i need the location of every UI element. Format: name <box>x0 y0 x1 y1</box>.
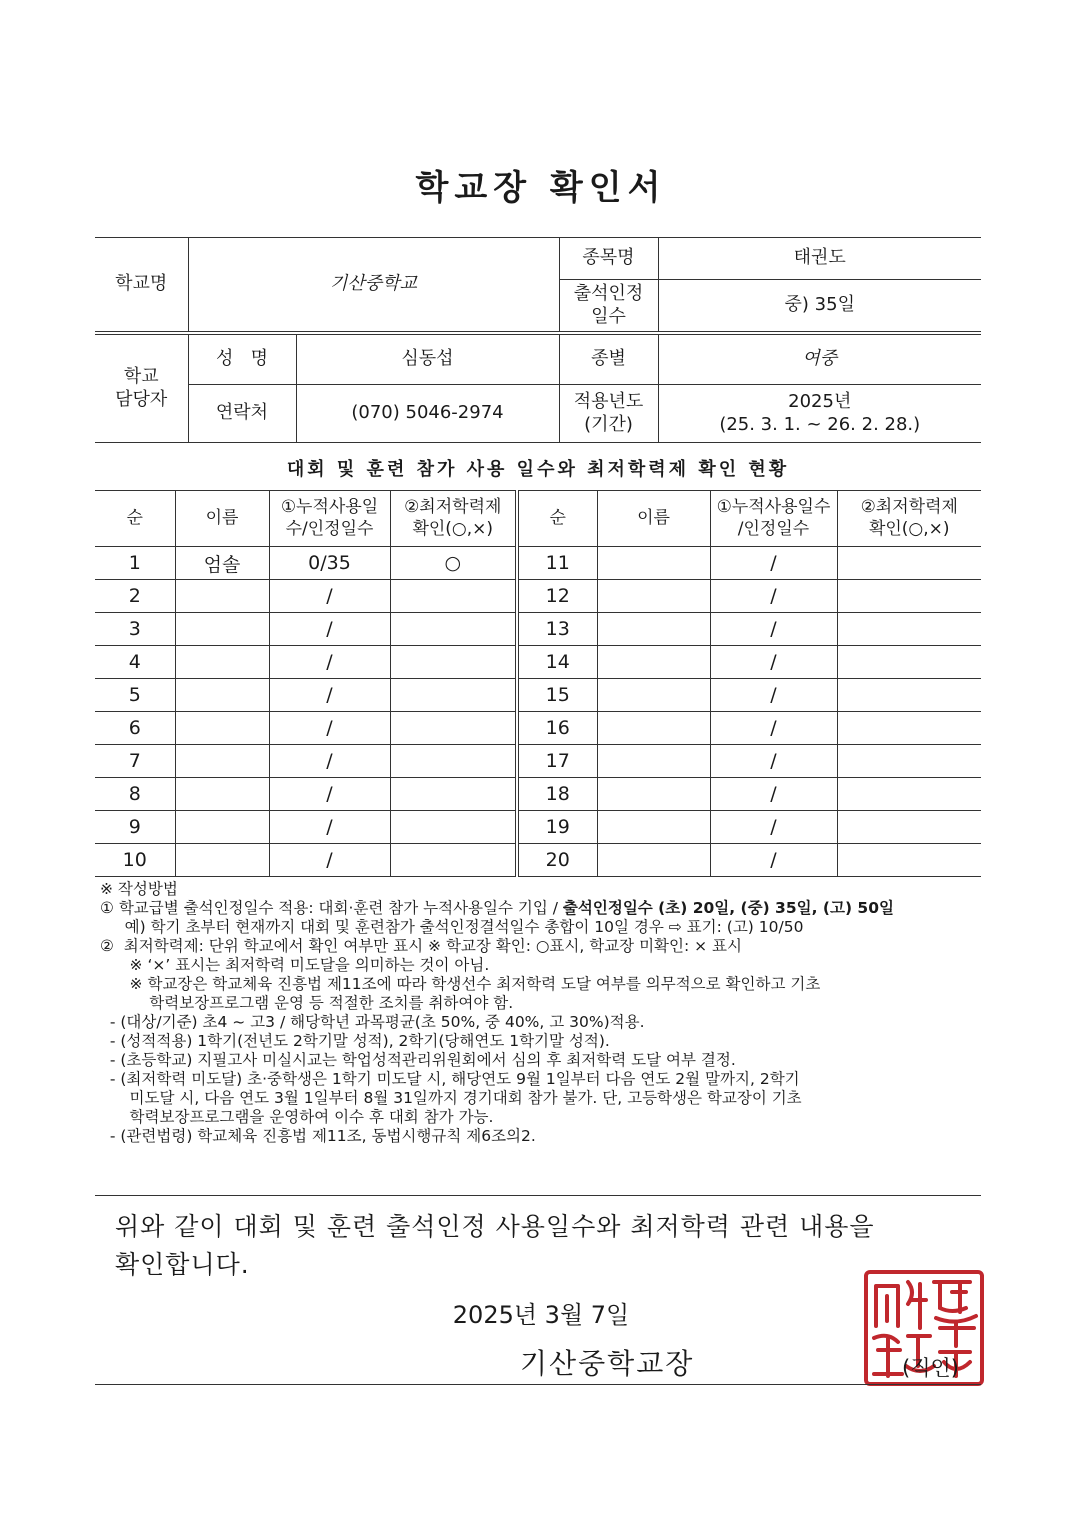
student-name <box>175 778 269 811</box>
school-label: 학교명 <box>95 238 188 332</box>
days-used: / <box>269 712 390 745</box>
header-no: 순 <box>517 491 597 547</box>
student-name <box>597 580 710 613</box>
check-mark <box>837 580 981 613</box>
contact-label: 연락처 <box>188 385 296 443</box>
row-number: 20 <box>517 844 597 877</box>
note-line: 미도달 시, 다음 연도 3월 1일부터 8월 31일까지 경기대회 참가 불가. 단, 고등학생은 학교장이 기초 <box>100 1089 802 1107</box>
days-used: / <box>269 745 390 778</box>
section-title: 대회 및 훈련 참가 사용 일수와 최저학력제 확인 현황 <box>286 459 790 480</box>
check-mark <box>390 646 517 679</box>
issue-date: 2025년 3월 7일 <box>452 1301 630 1329</box>
row-number: 16 <box>517 712 597 745</box>
days-used: 0/35 <box>269 547 390 580</box>
row-number: 4 <box>95 646 175 679</box>
note-line: - (대상/기준) 초4 ~ 고3 / 해당학년 과목평균(초 50%, 중 40%, 고 30%)적용. <box>100 1013 645 1031</box>
gender-label: 종별 <box>559 335 658 385</box>
check-mark <box>390 778 517 811</box>
check-mark <box>390 580 517 613</box>
row-number: 12 <box>517 580 597 613</box>
table-row <box>95 712 981 745</box>
check-mark <box>837 679 981 712</box>
info-table <box>95 237 981 443</box>
note-line: - (성적적용) 1학기(전년도 2학기말 성적), 2학기(당해연도 1학기말 성적). <box>100 1032 610 1050</box>
bottom-divider <box>95 1384 981 1385</box>
table-row <box>95 811 981 844</box>
row-number: 9 <box>95 811 175 844</box>
row-number: 13 <box>517 613 597 646</box>
row-number: 17 <box>517 745 597 778</box>
check-mark <box>390 712 517 745</box>
check-mark <box>837 547 981 580</box>
days-used: / <box>269 778 390 811</box>
check-mark <box>837 844 981 877</box>
name-label: 성 명 <box>188 335 296 385</box>
note-line: 학력보장프로그램을 운영하여 이수 후 대회 참가 가능. <box>100 1108 494 1126</box>
check-mark <box>837 712 981 745</box>
note-line: 학력보장프로그램 운영 등 적절한 조치를 취하여야 함. <box>100 994 514 1012</box>
days-used: / <box>269 679 390 712</box>
student-name <box>597 646 710 679</box>
student-name <box>597 844 710 877</box>
year-label: 적용년도 (기간) <box>559 385 658 443</box>
row-number: 19 <box>517 811 597 844</box>
row-number: 6 <box>95 712 175 745</box>
row-number: 15 <box>517 679 597 712</box>
days-used: / <box>710 844 837 877</box>
student-name <box>597 613 710 646</box>
check-mark <box>390 679 517 712</box>
days-used: / <box>710 613 837 646</box>
days-used: / <box>710 712 837 745</box>
sport-value: 태권도 <box>658 238 981 280</box>
student-name <box>597 547 710 580</box>
note-line: ② 최저학력제: 단위 학교에서 확인 여부만 표시 ※ 학교장 확인: ○표시, 학교장 미확인: × 표시 <box>100 937 743 955</box>
row-number: 5 <box>95 679 175 712</box>
table-row <box>95 646 981 679</box>
table-row <box>95 613 981 646</box>
table-row <box>95 745 981 778</box>
check-mark <box>837 646 981 679</box>
days-used: / <box>710 646 837 679</box>
check-mark <box>837 811 981 844</box>
divider <box>95 1195 981 1196</box>
check-mark <box>390 613 517 646</box>
check-mark <box>837 745 981 778</box>
header-check: ②최저학력제 확인(○,×) <box>390 491 517 547</box>
note-line: ① 학교급별 출석인정일수 적용: 대회·훈련 참가 누적사용일수 기입 / 출석인정일수 (초) 20일, (중) 35일, (고) 50일 <box>100 899 894 917</box>
days-used: / <box>710 745 837 778</box>
notes-heading: ※ 작성방법 <box>100 880 178 898</box>
confirmation-text: 위와 같이 대회 및 훈련 출석인정 사용일수와 최저학력 관련 내용을 확인합니다. <box>115 1212 875 1279</box>
check-mark <box>390 745 517 778</box>
notes <box>100 880 985 1146</box>
days-used: / <box>269 646 390 679</box>
row-number: 2 <box>95 580 175 613</box>
table-row <box>95 547 981 580</box>
days-used: / <box>269 613 390 646</box>
student-name <box>597 778 710 811</box>
student-name: 엄솔 <box>175 547 269 580</box>
note-line: - (관련법령) 학교체육 진흥법 제11조, 동법시행규칙 제6조의2. <box>100 1127 536 1145</box>
manager-label: 학교 담당자 <box>95 335 188 443</box>
student-name <box>175 679 269 712</box>
page-title: 학교장 확인서 <box>415 168 667 208</box>
header-name: 이름 <box>597 491 710 547</box>
check-mark: ○ <box>390 547 517 580</box>
sport-label: 종목명 <box>559 238 658 280</box>
table-row <box>95 679 981 712</box>
seal-label: (직인) <box>902 1356 959 1380</box>
days-used: / <box>710 778 837 811</box>
note-line: - (최저학력 미도달) 초·중학생은 1학기 미도달 시, 해당연도 9월 1일부터 다음 연도 2월 말까지, 2학기 <box>100 1070 800 1088</box>
gender-value: 여중 <box>658 335 981 385</box>
check-mark <box>837 778 981 811</box>
check-mark <box>390 844 517 877</box>
student-name <box>597 811 710 844</box>
school-name: 기산중학교 <box>188 238 559 332</box>
student-name <box>175 580 269 613</box>
student-name <box>175 646 269 679</box>
days-used: / <box>710 547 837 580</box>
contact-value: (070) 5046-2974 <box>296 385 559 443</box>
days-used: / <box>710 811 837 844</box>
table-row <box>95 580 981 613</box>
table-row <box>95 844 981 877</box>
note-line: - (초등학교) 지필고사 미실시교는 학업성적관리위원회에서 심의 후 최저학력 도달 여부 결정. <box>100 1051 736 1069</box>
header-days: ①누적사용일수 /인정일수 <box>710 491 837 547</box>
year-value: 2025년 (25. 3. 1. ~ 26. 2. 28.) <box>658 385 981 443</box>
row-number: 11 <box>517 547 597 580</box>
days-used: / <box>710 679 837 712</box>
signer: 기산중학교장 <box>520 1347 695 1380</box>
header-name: 이름 <box>175 491 269 547</box>
student-name <box>175 613 269 646</box>
row-number: 8 <box>95 778 175 811</box>
row-number: 18 <box>517 778 597 811</box>
check-mark <box>390 811 517 844</box>
header-days: ①누적사용일 수/인정일수 <box>269 491 390 547</box>
table-row <box>95 778 981 811</box>
note-line: ※ ‘×’ 표시는 최저학력 미도달을 의미하는 것이 아님. <box>100 956 490 974</box>
days-used: / <box>269 844 390 877</box>
header-no: 순 <box>95 491 175 547</box>
header-check: ②최저학력제 확인(○,×) <box>837 491 981 547</box>
student-name <box>597 745 710 778</box>
check-mark <box>837 613 981 646</box>
row-number: 14 <box>517 646 597 679</box>
student-name <box>175 811 269 844</box>
row-number: 3 <box>95 613 175 646</box>
note-line: ※ 학교장은 학교체육 진흥법 제11조에 따라 학생선수 최저학력 도달 여부를 의무적으로 확인하고 기초 <box>100 975 821 993</box>
row-number: 1 <box>95 547 175 580</box>
student-name <box>597 679 710 712</box>
row-number: 7 <box>95 745 175 778</box>
student-name <box>175 712 269 745</box>
attendance-label: 출석인정 일수 <box>559 280 658 332</box>
days-used: / <box>269 580 390 613</box>
days-used: / <box>710 580 837 613</box>
usage-table <box>95 490 981 877</box>
student-name <box>597 712 710 745</box>
attendance-value: 중) 35일 <box>658 280 981 332</box>
student-name <box>175 844 269 877</box>
student-name <box>175 745 269 778</box>
days-used: / <box>269 811 390 844</box>
row-number: 10 <box>95 844 175 877</box>
note-line: 예) 학기 초부터 현재까지 대회 및 훈련참가 출석인정결석일수 총합이 10일 경우 ⇨ 표기: (고) 10/50 <box>100 918 804 936</box>
name-value: 심동섭 <box>296 335 559 385</box>
